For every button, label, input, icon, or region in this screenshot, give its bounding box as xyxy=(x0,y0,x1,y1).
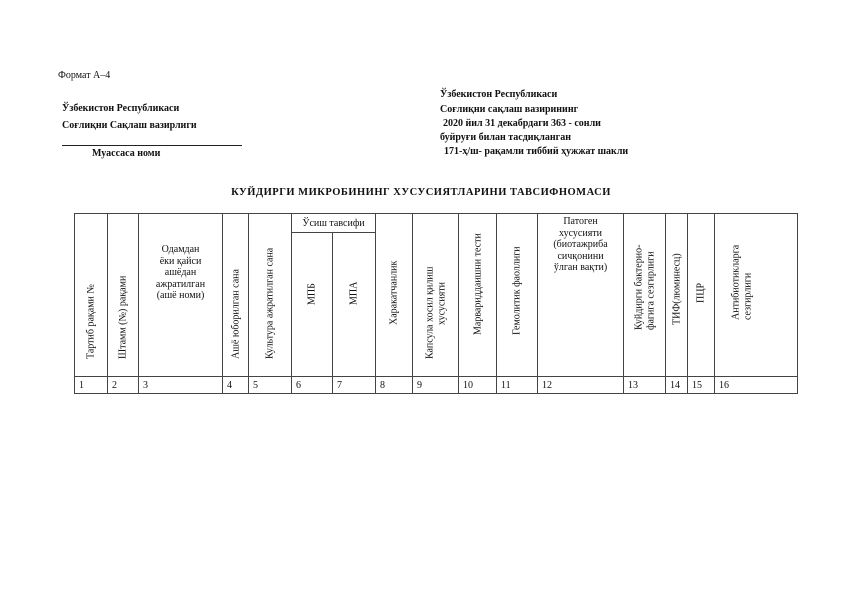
header-strain-number: Штамм (№) рақами xyxy=(108,214,139,377)
format-label: Формат А–4 xyxy=(58,70,111,81)
column-number: 2 xyxy=(108,377,139,394)
column-number: 3 xyxy=(139,377,223,394)
column-number: 15 xyxy=(688,377,715,394)
header-mpb: МПБ xyxy=(292,233,333,377)
column-number: 12 xyxy=(538,377,624,394)
header-antibiotic-sensitivity: Антибиотикларга сезгирлиги xyxy=(715,214,798,377)
column-number-row xyxy=(75,377,798,394)
header-sample-sent-date: Ашё юборилган сана xyxy=(223,214,249,377)
institution-caption: Муассаса номи xyxy=(92,148,161,159)
characteristics-table xyxy=(74,213,798,394)
header-hemolytic-activity: Гемолитик фаоллиги xyxy=(497,214,538,377)
column-number: 1 xyxy=(75,377,108,394)
right-header-line3: 2020 йил 31 декабрдаги 363 - сонли xyxy=(443,118,601,129)
column-number: 6 xyxy=(292,377,333,394)
header-tif: ТИФ(люминесц) xyxy=(666,214,688,377)
header-growth-characteristics: Ўсиш тавсифи xyxy=(292,214,376,233)
header-bacteriophage-sensitivity: Куйдирги бактерио- фагига сезгирлиги xyxy=(624,214,666,377)
column-number: 9 xyxy=(413,377,459,394)
left-header-ministry-name: Соғлиқни Сақлаш вазирлиги xyxy=(62,120,197,131)
column-number: 7 xyxy=(333,377,376,394)
column-number: 11 xyxy=(497,377,538,394)
header-motility: Харакатчанлик xyxy=(376,214,413,377)
column-number: 5 xyxy=(249,377,292,394)
left-header-ministry-country: Ўзбекистон Республикаси xyxy=(62,103,180,114)
right-header-line1: Ўзбекистон Республикаси xyxy=(440,89,558,100)
column-number: 10 xyxy=(459,377,497,394)
header-culture-isolated-date: Культура ажратилган сана xyxy=(249,214,292,377)
column-number: 13 xyxy=(624,377,666,394)
column-number: 8 xyxy=(376,377,413,394)
column-number: 4 xyxy=(223,377,249,394)
institution-name-line xyxy=(62,145,242,146)
right-header-line4: буйруғи билан тасдиқланган xyxy=(440,132,571,143)
header-capsule-formation: Капсула хосил қилиш хусусияти xyxy=(413,214,459,377)
column-number: 16 xyxy=(715,377,798,394)
header-pearl-test: Марвариддаишни тести xyxy=(459,214,497,377)
header-pcr: ПЦР xyxy=(688,214,715,377)
right-header-line2: Соғлиқни сақлаш вазирининг xyxy=(440,104,579,115)
document-title: КУЙДИРГИ МИКРОБИНИНГ ХУСУСИЯТЛАРИНИ ТАВСИФНОМАСИ xyxy=(231,187,611,198)
header-pathogenicity: Патоген хусусияти (биотажриба сичқонини ўлган вақти) xyxy=(538,214,624,377)
column-number: 14 xyxy=(666,377,688,394)
header-order-number: Тартиб рақами № xyxy=(75,214,108,377)
header-mpa: МПА xyxy=(333,233,376,377)
header-source-material: Одамдан ёки қайси ашёдан ажратилган (ашё номи) xyxy=(139,214,223,377)
right-header-line5: 171-ҳ/ш- рақамли тиббий ҳужжат шакли xyxy=(444,146,629,157)
